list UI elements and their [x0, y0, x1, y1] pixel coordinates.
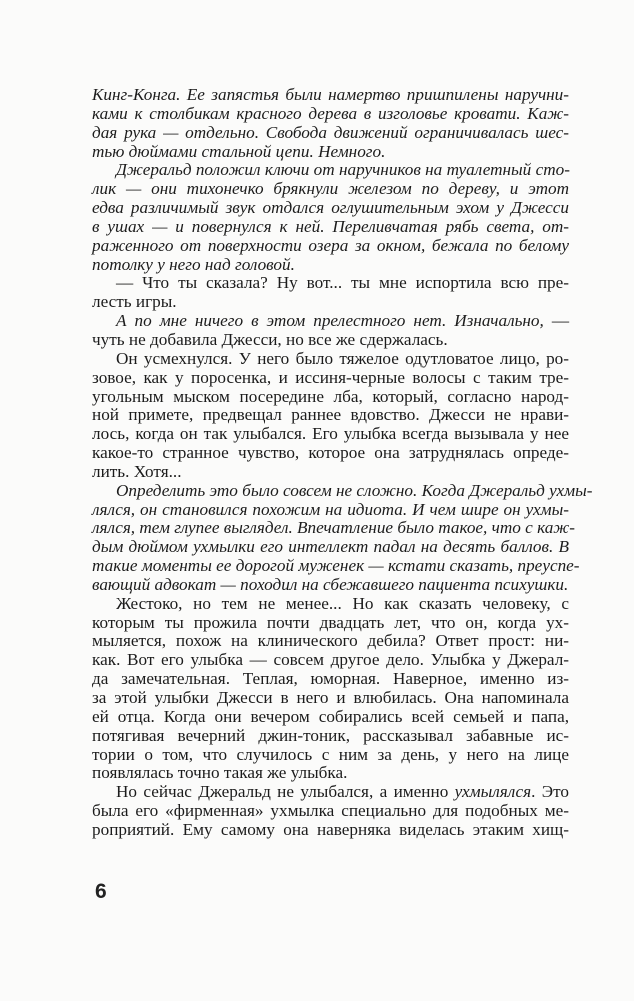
text-line: какое-то странное чувство, которое она затруднялась опреде- [92, 443, 569, 463]
text-line: лик — они тихонечко брякнули железом по дереву, и этот [92, 179, 569, 199]
text-line: Определить это было совсем не сложно. Когда Джеральд ухмы- [116, 480, 593, 500]
text-line [92, 312, 569, 331]
paragraph [92, 274, 569, 312]
italic-text: А по мне ничего в этом прелестного нет. Изначально, [116, 311, 544, 331]
text-line: потолку у него над головой. [92, 254, 295, 274]
paragraph [92, 480, 593, 595]
italic-text: ухмылялся [454, 782, 532, 802]
text-line: роприятий. Ему самому она наверняка виделась этаким хищ- [92, 819, 569, 839]
paragraph [92, 86, 569, 161]
text-span: . Это [531, 782, 569, 802]
text-line: лить. Хотя... [92, 461, 182, 481]
text-line: Он усмехнулся. У него было тяжелое одутловатое лицо, ро- [116, 348, 569, 368]
text-line: появлялась точно такая же улыбка. [92, 763, 348, 783]
text-line: ной примете, предвещал раннее вдовство. Джесси не нрави- [92, 405, 569, 425]
text-line [92, 783, 569, 802]
text-line: лялся, тем глупее выглядел. Впечатление было такое, что с каж- [92, 518, 575, 538]
page-number: 6 [95, 880, 107, 903]
text-line: в ушах — и повернулся к ней. Переливчатая рябь света, от- [92, 216, 569, 236]
paragraph [92, 783, 569, 840]
paragraph [92, 312, 569, 350]
text-line: мыляется, похож на клинического дебила? Ответ прост: ни- [92, 631, 569, 651]
text-line: которым ты прожила почти двадцать лет, что он, когда ух- [92, 612, 569, 632]
text-line: да замечательная. Теплая, юморная. Наверное, именно из- [92, 669, 569, 689]
text-line: была его «фирменная» ухмылка специально для подобных ме- [92, 801, 569, 821]
text-line: дым дюймом ухмылки его интеллект падал на десять баллов. В [92, 537, 569, 557]
paragraph [92, 595, 569, 783]
paragraph [92, 161, 569, 274]
paragraph [92, 350, 569, 482]
text-line: потягивая вечерний джин-тоник, рассказывал забавные ис- [92, 725, 569, 745]
text-line: — Что ты сказала? Ну вот... ты мне испортила всю пре- [116, 273, 569, 293]
text-line: вающий адвокат — походил на сбежавшего пациента психушки. [92, 574, 569, 594]
text-line: чуть не добавила Джесси, но все же сдержалась. [92, 329, 448, 349]
text-line: за этой улыбки Джесси в него и влюбилась. Она напоминала [92, 688, 569, 707]
text-line: Кинг-Конга. Ее запястья были намертво пришпилены наручни- [92, 85, 569, 104]
book-page-text [92, 85, 593, 840]
text-line: ей отца. Когда они вечером собирались всей семьей и папа, [92, 706, 569, 726]
text-line: Жестоко, но тем не менее... Но как сказать человеку, с [116, 593, 569, 613]
text-line: Джеральд положил ключи от наручников на туалетный сто- [116, 160, 570, 180]
text-span: — [543, 311, 570, 331]
text-line: угольным мыском посередине лба, который, согласно народ- [92, 386, 569, 406]
text-line: едва различимый звук отдался оглушительным эхом у Джесси [92, 198, 569, 218]
text-line: зовое, как у поросенка, и иссиня-черные волосы с таким тре- [92, 367, 569, 387]
text-line: дая рука — отдельно. Свобода движений ограничивалась шес- [92, 122, 569, 142]
text-line: тью дюймами стальной цепи. Немного. [92, 141, 386, 161]
text-line: как. Вот его улыбка — совсем другое дело. Улыбка у Джерал- [92, 650, 569, 670]
text-span: Но сейчас Джеральд не улыбался, а именно [116, 782, 455, 802]
text-line: такие моменты ее дорогой муженек — кстати сказать, преуспе- [92, 556, 580, 576]
text-line: ками к столбикам красного дерева в изголовье кровати. Каж- [92, 103, 569, 123]
text-line: тории о том, что случилось с ним за день, у него на лице [92, 744, 569, 764]
text-line: лесть игры. [92, 292, 177, 312]
text-line: лялся, он становился похожим на идиота. И чем шире он ухмы- [92, 499, 569, 519]
text-line: лось, когда он так улыбался. Его улыбка всегда вызывала у нее [92, 424, 569, 444]
text-line: раженного от поверхности озера за окном, бежала по белому [92, 235, 569, 255]
